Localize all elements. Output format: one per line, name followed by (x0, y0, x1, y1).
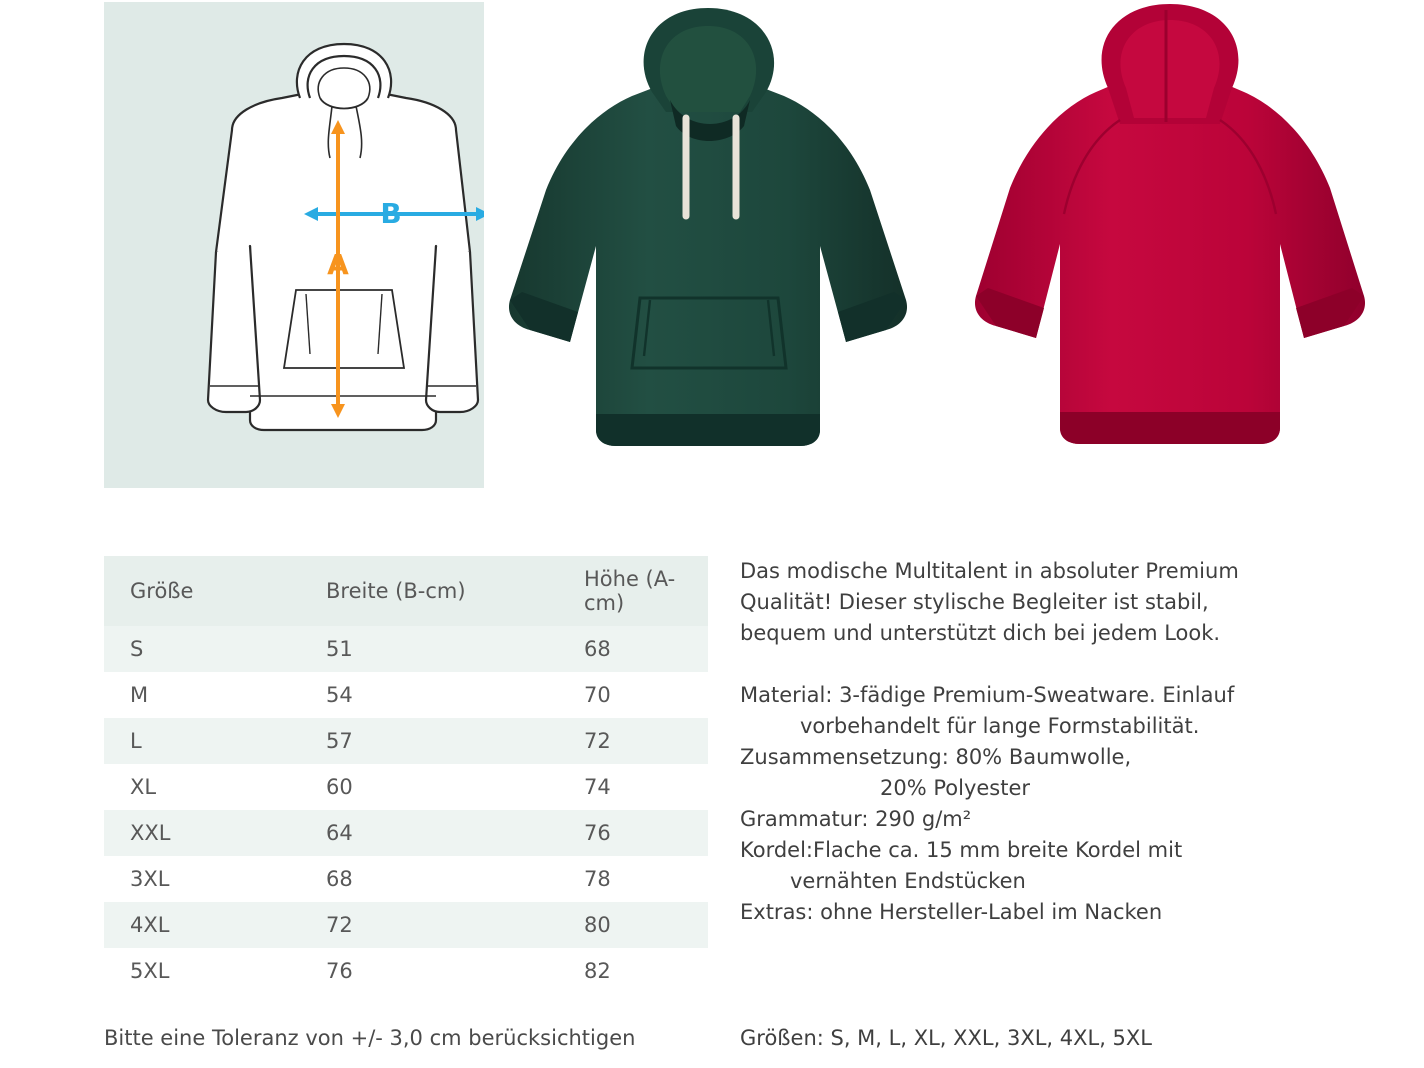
hoodie-back-red (960, 0, 1380, 490)
cell-width: 57 (326, 729, 353, 753)
cell-width: 72 (326, 913, 353, 937)
cell-size: XXL (130, 821, 171, 845)
cell-width: 51 (326, 637, 353, 661)
column-header-width: Breite (B-cm) (326, 579, 466, 603)
table-header-row (104, 556, 708, 626)
table-row (104, 626, 708, 672)
cell-size: M (130, 683, 149, 707)
description-material-line2: vorbehandelt für lange Formstabilität. (800, 714, 1200, 738)
cell-height: 74 (584, 775, 611, 799)
cell-width: 68 (326, 867, 353, 891)
available-sizes-line: Größen: S, M, L, XL, XXL, 3XL, 4XL, 5XL (740, 1026, 1153, 1050)
cell-width: 76 (326, 959, 353, 983)
description-composition-line2: 20% Polyester (880, 776, 1031, 800)
cell-size: 5XL (130, 959, 170, 983)
description-intro-line3: bequem und unterstützt dich bei jedem Look. (740, 621, 1221, 645)
cell-width: 60 (326, 775, 353, 799)
cell-width: 64 (326, 821, 353, 845)
cell-height: 72 (584, 729, 611, 753)
cell-size: 4XL (130, 913, 170, 937)
table-row (104, 902, 708, 948)
description-composition-line1: Zusammensetzung: 80% Baumwolle, (740, 745, 1132, 769)
table-row (104, 810, 708, 856)
column-header-height: Höhe (A-cm) (584, 567, 676, 615)
cell-size: S (130, 637, 144, 661)
description-weight: Grammatur: 290 g/m² (740, 807, 972, 831)
table-row (104, 948, 708, 994)
size-table (104, 556, 708, 994)
table-row (104, 856, 708, 902)
table-row (104, 718, 708, 764)
spacer (740, 649, 1350, 680)
cell-height: 80 (584, 913, 611, 937)
cell-size: XL (130, 775, 157, 799)
cell-height: 68 (584, 637, 611, 661)
cell-height: 76 (584, 821, 611, 845)
table-row (104, 764, 708, 810)
cell-size: 3XL (130, 867, 170, 891)
measurement-diagram-panel (104, 2, 484, 488)
cell-height: 70 (584, 683, 611, 707)
description-material-line1: Material: 3-fädige Premium-Sweatware. Einlauf (740, 683, 1235, 707)
height-label-a: A (327, 248, 349, 281)
product-image-row (0, 0, 1424, 500)
description-intro-line1: Das modische Multitalent in absoluter Premium (740, 559, 1239, 583)
product-description (740, 556, 1350, 928)
table-row (104, 672, 708, 718)
description-cord-line1: Kordel:Flache ca. 15 mm breite Kordel mit (740, 838, 1183, 862)
tolerance-note: Bitte eine Toleranz von +/- 3,0 cm berücksichtigen (104, 1026, 636, 1050)
column-header-size: Größe (130, 579, 194, 603)
description-cord-line2: vernähten Endstücken (790, 869, 1026, 893)
cell-height: 82 (584, 959, 611, 983)
cell-width: 54 (326, 683, 353, 707)
description-intro-line2: Qualität! Dieser stylische Begleiter ist stabil, (740, 590, 1209, 614)
cell-size: L (130, 729, 142, 753)
description-extras: Extras: ohne Hersteller-Label im Nacken (740, 900, 1163, 924)
hoodie-measurement-diagram (104, 2, 484, 488)
width-label-b: B (380, 197, 402, 230)
hoodie-front-green (500, 0, 920, 490)
cell-height: 78 (584, 867, 611, 891)
